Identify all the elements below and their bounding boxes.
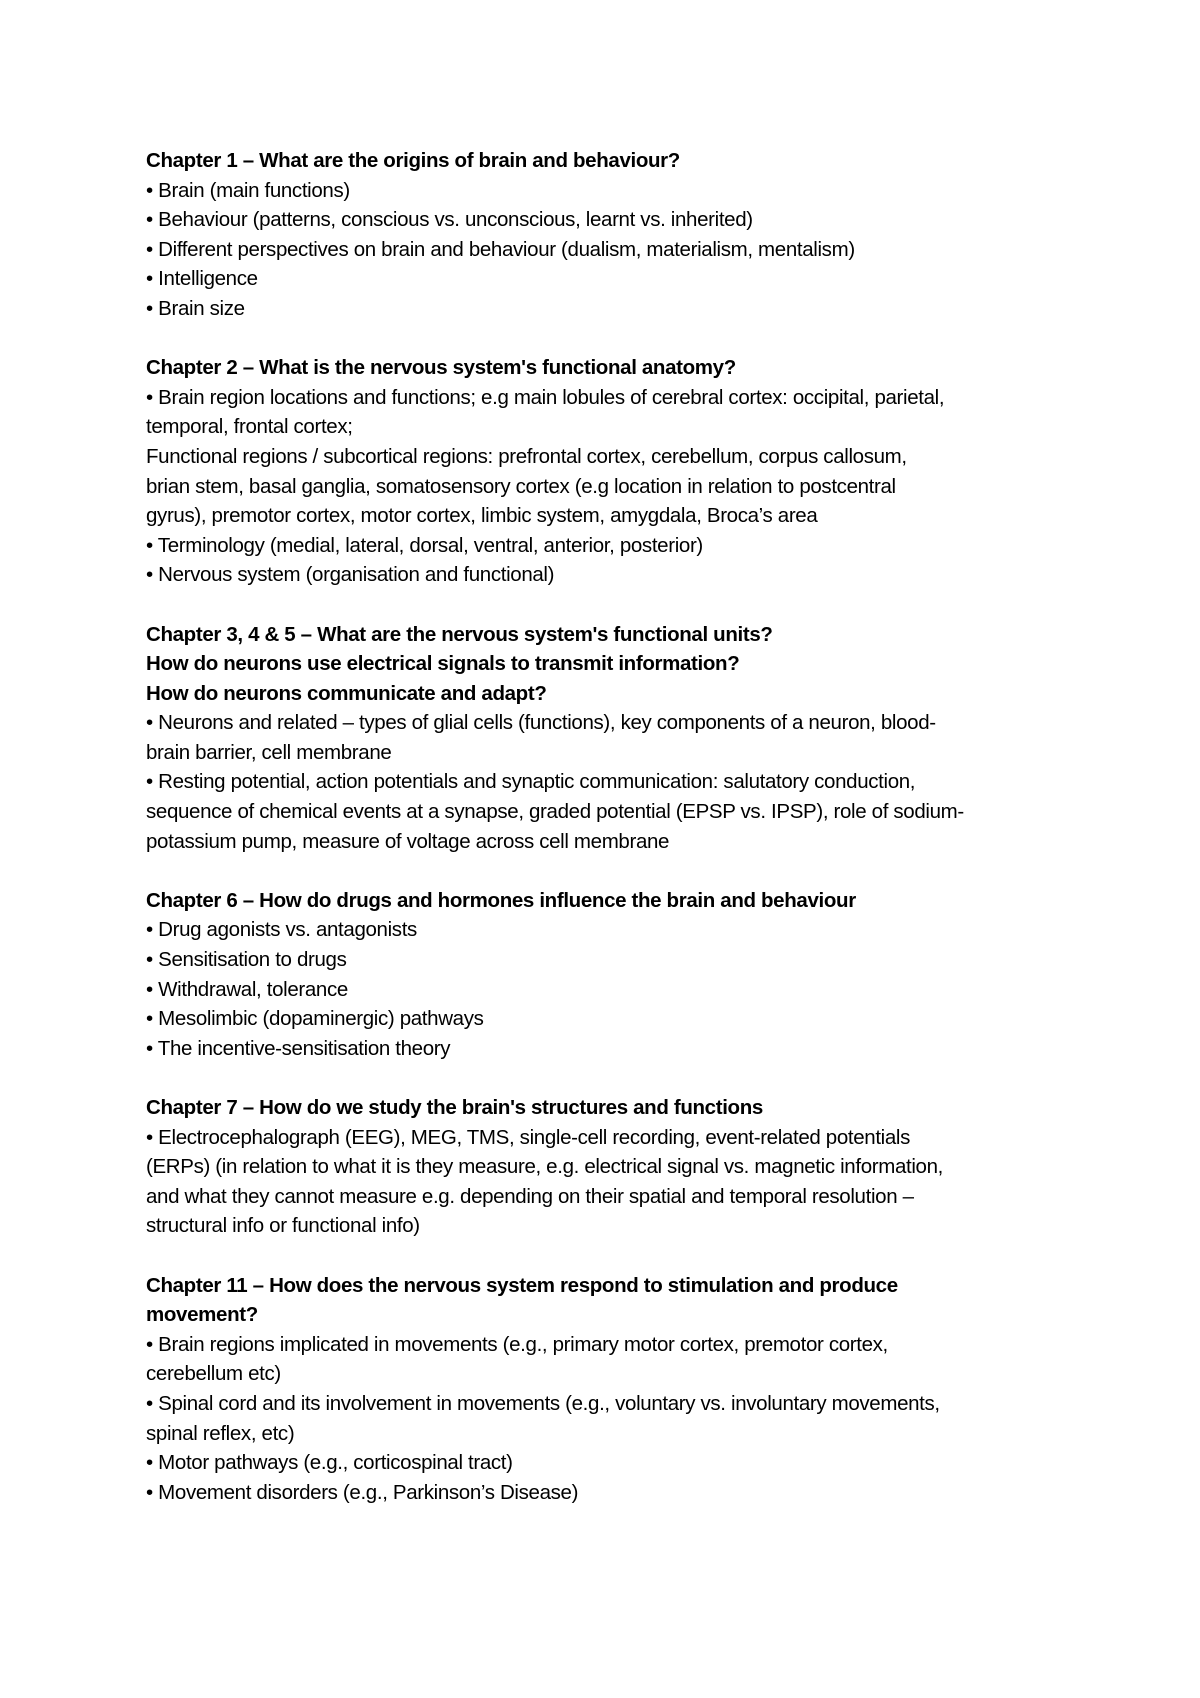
section-chapter-3-4-5 bbox=[146, 620, 1086, 857]
section-chapter-6 bbox=[146, 886, 1086, 1064]
body-line: cerebellum etc) bbox=[146, 1362, 281, 1386]
body-line: • Movement disorders (e.g., Parkinson’s Disease) bbox=[146, 1480, 579, 1504]
section-heading: movement? bbox=[146, 1303, 258, 1327]
body-line: and what they cannot measure e.g. depending on their spatial and temporal resolution – bbox=[146, 1184, 914, 1208]
body-line: (ERPs) (in relation to what it is they measure, e.g. electrical signal vs. magnetic information, bbox=[146, 1155, 943, 1179]
body-line: sequence of chemical events at a synapse, graded potential (EPSP vs. IPSP), role of sodium- bbox=[146, 800, 964, 824]
section-heading: Chapter 6 – How do drugs and hormones influence the brain and behaviour bbox=[146, 888, 856, 912]
bullet-line: • Different perspectives on brain and behaviour (dualism, materialism, mentalism) bbox=[146, 237, 855, 261]
body-line: • Electrocephalograph (EEG), MEG, TMS, single-cell recording, event-related potentials bbox=[146, 1125, 911, 1149]
section-heading: Chapter 11 – How does the nervous system respond to stimulation and produce bbox=[146, 1273, 898, 1297]
section-chapter-2 bbox=[146, 353, 1086, 590]
bullet-line: • Drug agonists vs. antagonists bbox=[146, 918, 417, 942]
bullet-line: • Sensitisation to drugs bbox=[146, 948, 347, 972]
section-heading: Chapter 2 – What is the nervous system's functional anatomy? bbox=[146, 356, 736, 380]
section-heading: How do neurons communicate and adapt? bbox=[146, 681, 547, 705]
section-chapter-1 bbox=[146, 146, 1086, 324]
body-line: brain barrier, cell membrane bbox=[146, 740, 392, 764]
body-line: potassium pump, measure of voltage across cell membrane bbox=[146, 829, 670, 853]
section-chapter-11 bbox=[146, 1271, 1086, 1508]
body-line: • Terminology (medial, lateral, dorsal, ventral, anterior, posterior) bbox=[146, 533, 703, 557]
document-page bbox=[146, 146, 1086, 1537]
body-line: • Brain regions implicated in movements (e.g., primary motor cortex, premotor cortex, bbox=[146, 1332, 888, 1356]
body-line: • Resting potential, action potentials and synaptic communication: salutatory conduction, bbox=[146, 770, 916, 794]
body-line: brian stem, basal ganglia, somatosensory cortex (e.g location in relation to postcentral bbox=[146, 474, 896, 498]
section-heading: Chapter 7 – How do we study the brain's structures and functions bbox=[146, 1096, 763, 1119]
section-heading: Chapter 3, 4 & 5 – What are the nervous system's functional units? bbox=[146, 622, 773, 646]
body-line: temporal, frontal cortex; bbox=[146, 415, 353, 439]
section-chapter-7 bbox=[146, 1093, 1086, 1241]
bullet-line: • Brain size bbox=[146, 296, 245, 320]
bullet-line: • Behaviour (patterns, conscious vs. unconscious, learnt vs. inherited) bbox=[146, 208, 753, 232]
body-line: spinal reflex, etc) bbox=[146, 1421, 295, 1445]
body-line: • Spinal cord and its involvement in movements (e.g., voluntary vs. involuntary movements, bbox=[146, 1391, 940, 1415]
bullet-line: • Brain (main functions) bbox=[146, 178, 350, 202]
body-line: Functional regions / subcortical regions: prefrontal cortex, cerebellum, corpus callosum, bbox=[146, 444, 907, 468]
body-line: gyrus), premotor cortex, motor cortex, limbic system, amygdala, Broca’s area bbox=[146, 504, 818, 528]
body-line: • Neurons and related – types of glial cells (functions), key components of a neuron, blood- bbox=[146, 711, 936, 735]
body-line: • Motor pathways (e.g., corticospinal tract) bbox=[146, 1451, 513, 1475]
body-line: • Nervous system (organisation and functional) bbox=[146, 563, 555, 587]
body-line: • Brain region locations and functions; e.g main lobules of cerebral cortex: occipital, parietal, bbox=[146, 385, 945, 409]
bullet-line: • Withdrawal, tolerance bbox=[146, 977, 348, 1001]
bullet-line: • Mesolimbic (dopaminergic) pathways bbox=[146, 1007, 484, 1031]
section-heading: How do neurons use electrical signals to transmit information? bbox=[146, 652, 740, 676]
section-heading: Chapter 1 – What are the origins of brain and behaviour? bbox=[146, 149, 680, 172]
bullet-line: • Intelligence bbox=[146, 267, 258, 291]
body-line: structural info or functional info) bbox=[146, 1214, 420, 1238]
bullet-line: • The incentive-sensitisation theory bbox=[146, 1036, 451, 1060]
